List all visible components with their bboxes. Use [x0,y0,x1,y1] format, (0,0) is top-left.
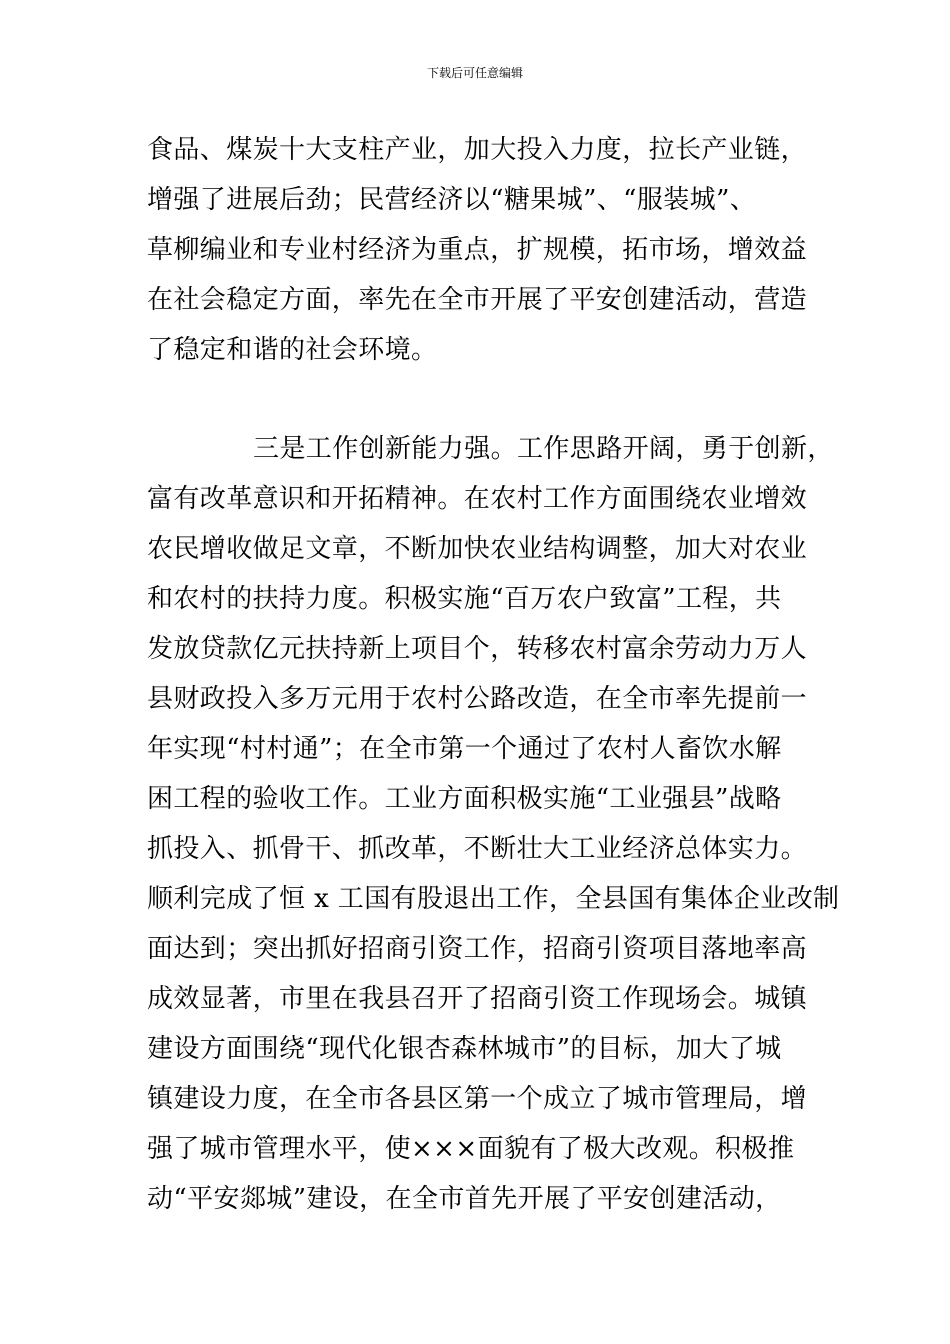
text-line: 困工程的验收工作。工业方面积极实施“工业强县”战略 [147,784,782,814]
text-line: 增强了进展后劲；民营经济以“糖果城”、“服装城”、 [147,185,757,215]
text-line: 发放贷款亿元扶持新上项目个，转移农村富余劳动力万人 [147,634,808,664]
text-line: 农民增收做足文章，不断加快农业结构调整，加大对农业 [147,534,808,564]
text-line: 镇建设力度，在全市各县区第一个成立了城市管理局，增 [147,1084,808,1114]
text-line: 强了城市管理水平，使×××面貌有了极大改观。积极推 [147,1134,795,1164]
text-line: 和农村的扶持力度。积极实施“百万农户致富”工程，共 [147,584,782,614]
text-line-indented: 三是工作创新能力强。工作思路开阔，勇于创新， [253,434,834,464]
header-note: 下载后可任意编辑 [426,66,523,80]
text-line: 草柳编业和专业村经济为重点，扩规模，拓市场，增效益 [147,235,808,265]
paragraph-1 [147,131,847,381]
text-line: 县财政投入多万元用于农村公路改造，在全市率先提前一 [147,684,808,714]
text-line: 面达到；突出抓好招商引资工作，招商引资项目落地率高 [147,934,808,964]
text-line: 抓投入、抓骨干、抓改革，不断壮大工业经济总体实力。 [147,834,808,864]
text-line: 成效显著，市里在我县召开了招商引资工作现场会。城镇 [147,984,808,1014]
text-line: 年实现“村村通”；在全市第一个通过了农村人畜饮水解 [147,734,782,764]
text-line: 富有改革意识和开拓精神。在农村工作方面围绕农业增效 [147,484,808,514]
text-line: 在社会稳定方面，率先在全市开展了平安创建活动，营造 [147,285,808,315]
text-line: 建设方面围绕“现代化银杏森林城市”的目标，加大了城 [147,1034,782,1064]
paragraph-2 [147,430,847,1230]
text-line: 食品、煤炭十大支柱产业，加大投入力度，拉长产业链， [147,135,808,165]
text-line: 动“平安郯城”建设，在全市首先开展了平安创建活动， [147,1184,782,1214]
text-line: 了稳定和谐的社会环境。 [147,335,438,365]
text-line: 顺利完成了恒 x 工国有股退出工作，全县国有集体企业改制 [147,884,840,914]
